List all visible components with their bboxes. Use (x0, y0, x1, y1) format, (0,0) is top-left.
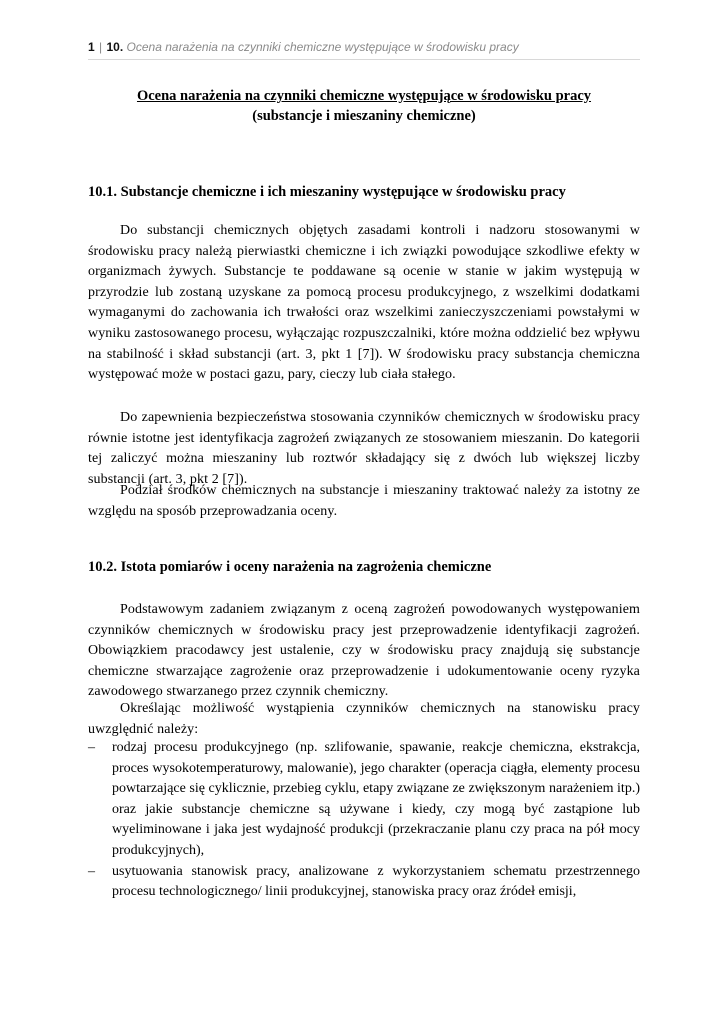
list-item-text: rodzaj procesu produkcyjnego (np. szlifowanie, spawanie, reakcje chemiczna, ekstrakcja, proces wysokotemperaturowy, malowanie), jego charakter (operacja ciągła, elementy procesu powtarzające się cyklicznie, przebieg cyklu, etapy związane ze zwiększonym narażeniem itp.) oraz jakie substancje chemiczne są używane i kiedy, czy mogą być zastąpione lub wyeliminowane i jaka jest wydajność produkcji (przekraczanie planu czy praca na pół mocy produkcyjnych), (112, 740, 640, 858)
paragraph: Do zapewnienia bezpieczeństwa stosowania czynników chemicznych w środowisku pracy równie istotne jest identyfikacja zagrożeń związanych ze stosowaniem mieszanin. Do kategorii tej zaliczyć można mieszaniny lub roztwór składający się z dwóch lub większej liczby substancji (art. 3, pkt 2 [7]). (88, 410, 640, 487)
document-title (88, 86, 640, 126)
paragraph: Podstawowym zadaniem związanym z oceną zagrożeń powodowanych występowaniem czynników chemicznych w środowisku pracy jest przeprowadzenie identyfikacji zagrożeń. Obowiązkiem pracodawcy jest ustalenie, czy w środowisku pracy znajdują się substancje chemiczne stwarzające zagrożenie oraz przeprowadzenie i udokumentowanie oceny ryzyka zawodowego stwarzanego przez czynnik chemiczny. (88, 602, 640, 700)
running-header (88, 40, 640, 60)
document-title-line2: (substancje i mieszaniny chemiczne) (252, 108, 476, 124)
section-heading-10-1: 10.1. Substancje chemiczne i ich mieszaniny występujące w środowisku pracy (88, 184, 566, 200)
paragraph: Określając możliwość wystąpienia czynników chemicznych na stanowisku pracy uwzględnić należy: (88, 701, 640, 737)
paragraph: Do substancji chemicznych objętych zasadami kontroli i nadzoru stosowanymi w środowisku pracy należą pierwiastki chemiczne i ich związki powodujące szkodliwe efekty w organizmach żywych. Substancje te poddawane są ocenie w stanie w jakim występują w przyrodzie lub zostaną uzyskane za pomocą procesu produkcyjnego, z wszelkimi dodatkami wymaganymi do zachowania ich trwałości oraz wszelkimi zanieczyszczeniami powstałymi w wyniku zastosowanego procesu, wyłączając rozpuszczalniki, które można oddzielić bez wpływu na stabilność i skład substancji (art. 3, pkt 1 [7]). W środowisku pracy substancja chemiczna występować może w postaci gazu, pary, cieczy lub ciała stałego. (88, 223, 640, 383)
section-heading-10-2: 10.2. Istota pomiarów i oceny narażenia na zagrożenia chemiczne (88, 559, 492, 575)
header-separator: | (99, 40, 103, 54)
document-title-line1: Ocena narażenia na czynniki chemiczne występujące w środowisku pracy (136, 88, 592, 104)
running-title: Ocena narażenia na czynniki chemiczne występujące w środowisku pracy (126, 40, 519, 54)
list-item (88, 738, 640, 862)
chapter-number: 10. (106, 40, 124, 54)
paragraph: Podział środków chemicznych na substancje i mieszaniny traktować należy za istotny ze względu na sposób przeprowadzania oceny. (88, 483, 640, 519)
dash-bullet: – (88, 740, 95, 755)
list-item (88, 862, 640, 903)
dash-bullet: – (88, 863, 95, 879)
list-item-text: usytuowania stanowisk pracy, analizowane z wykorzystaniem schematu przestrzennego procesu technologicznego/ linii produkcyjnej, stanowiska pracy oraz źródeł emisji, (112, 863, 640, 900)
page-number: 1 (88, 40, 95, 54)
bullet-list (88, 738, 640, 903)
